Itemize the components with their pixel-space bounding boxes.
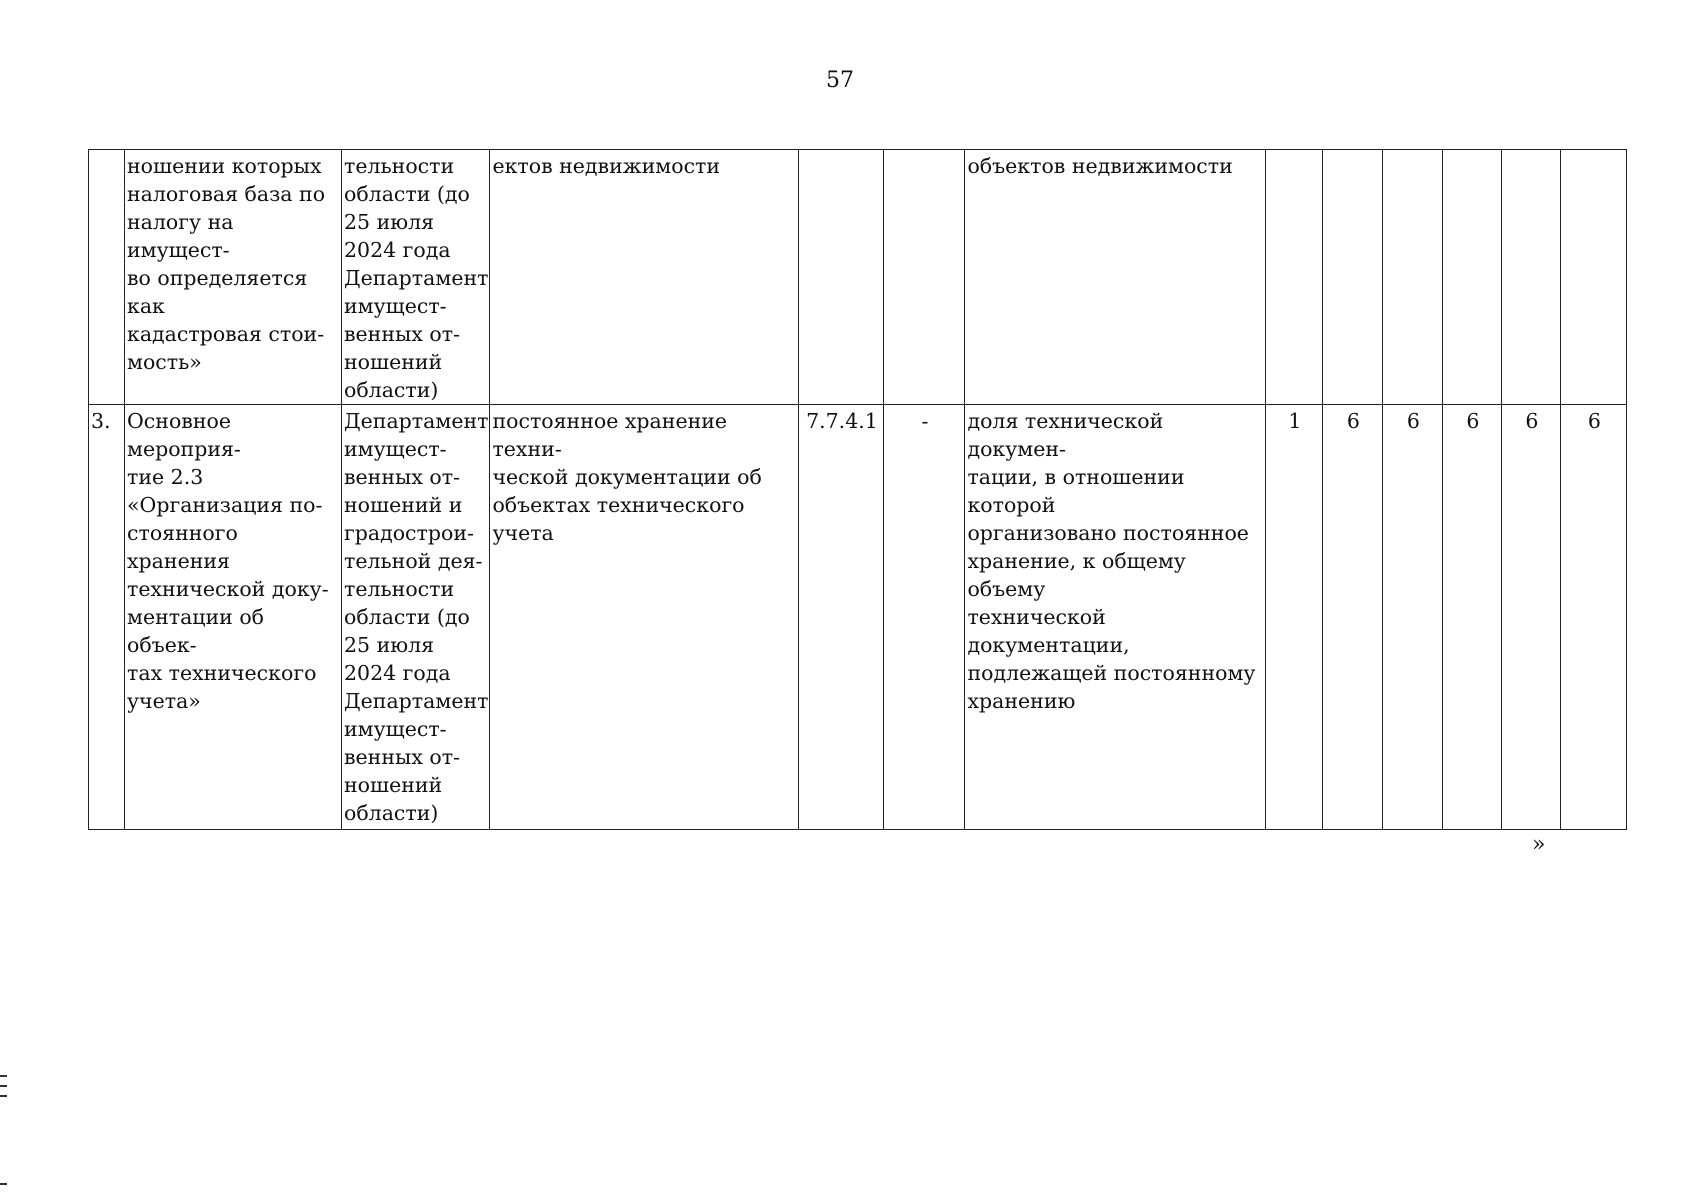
dash-cell: - (884, 405, 965, 830)
value-cell (1323, 150, 1383, 405)
scan-margin-mark (0, 1183, 7, 1185)
expected-result: постоянное хранение техни- ческой документации об объектах технического учета (490, 405, 799, 830)
value-cell (1561, 150, 1627, 405)
activities-table (88, 149, 1627, 830)
row-number: 3. (89, 405, 125, 830)
code: 7.7.4.1 (799, 405, 884, 830)
expected-result: ектов недвижимости (490, 150, 799, 405)
value-cell: 1 (1266, 405, 1323, 830)
dash-cell (884, 150, 965, 405)
activity-name: Основное мероприя- тие 2.3 «Организация по- стоянного хранения технической доку- ментации об объек- тах технического учета» (125, 405, 342, 830)
scan-margin-mark (0, 1075, 7, 1077)
code (799, 150, 884, 405)
indicator: доля технической докумен- тации, в отношении которой организовано постоянное хранение, к общему объему технической документации, подлежащей постоянному хранению (965, 405, 1266, 830)
value-cell: 6 (1323, 405, 1383, 830)
value-cell: 6 (1561, 405, 1627, 830)
table-row (89, 150, 1627, 405)
scan-margin-mark (0, 1095, 7, 1097)
row-number (89, 150, 125, 405)
value-cell: 6 (1383, 405, 1443, 830)
executor: тельности области (до 25 июля 2024 года Департамент имущест- венных от- ношений области) (342, 150, 490, 405)
activity-name: ношении которых налоговая база по налогу на имущест- во определяется как кадастровая стои- мость» (125, 150, 342, 405)
table-row (89, 405, 1627, 830)
value-cell: 6 (1502, 405, 1561, 830)
value-cell (1443, 150, 1502, 405)
value-cell (1266, 150, 1323, 405)
value-cell (1502, 150, 1561, 405)
indicator: объектов недвижимости (965, 150, 1266, 405)
value-cell (1383, 150, 1443, 405)
page-number: 57 (826, 68, 854, 93)
value-cell: 6 (1443, 405, 1502, 830)
scan-margin-mark (0, 1085, 7, 1087)
closing-quote: » (1532, 832, 1546, 857)
executor: Департамент имущест- венных от- ношений и градострои- тельной дея- тельности области (до 25 июля 2024 года Департамент имущест- венных от- ношений области) (342, 405, 490, 830)
